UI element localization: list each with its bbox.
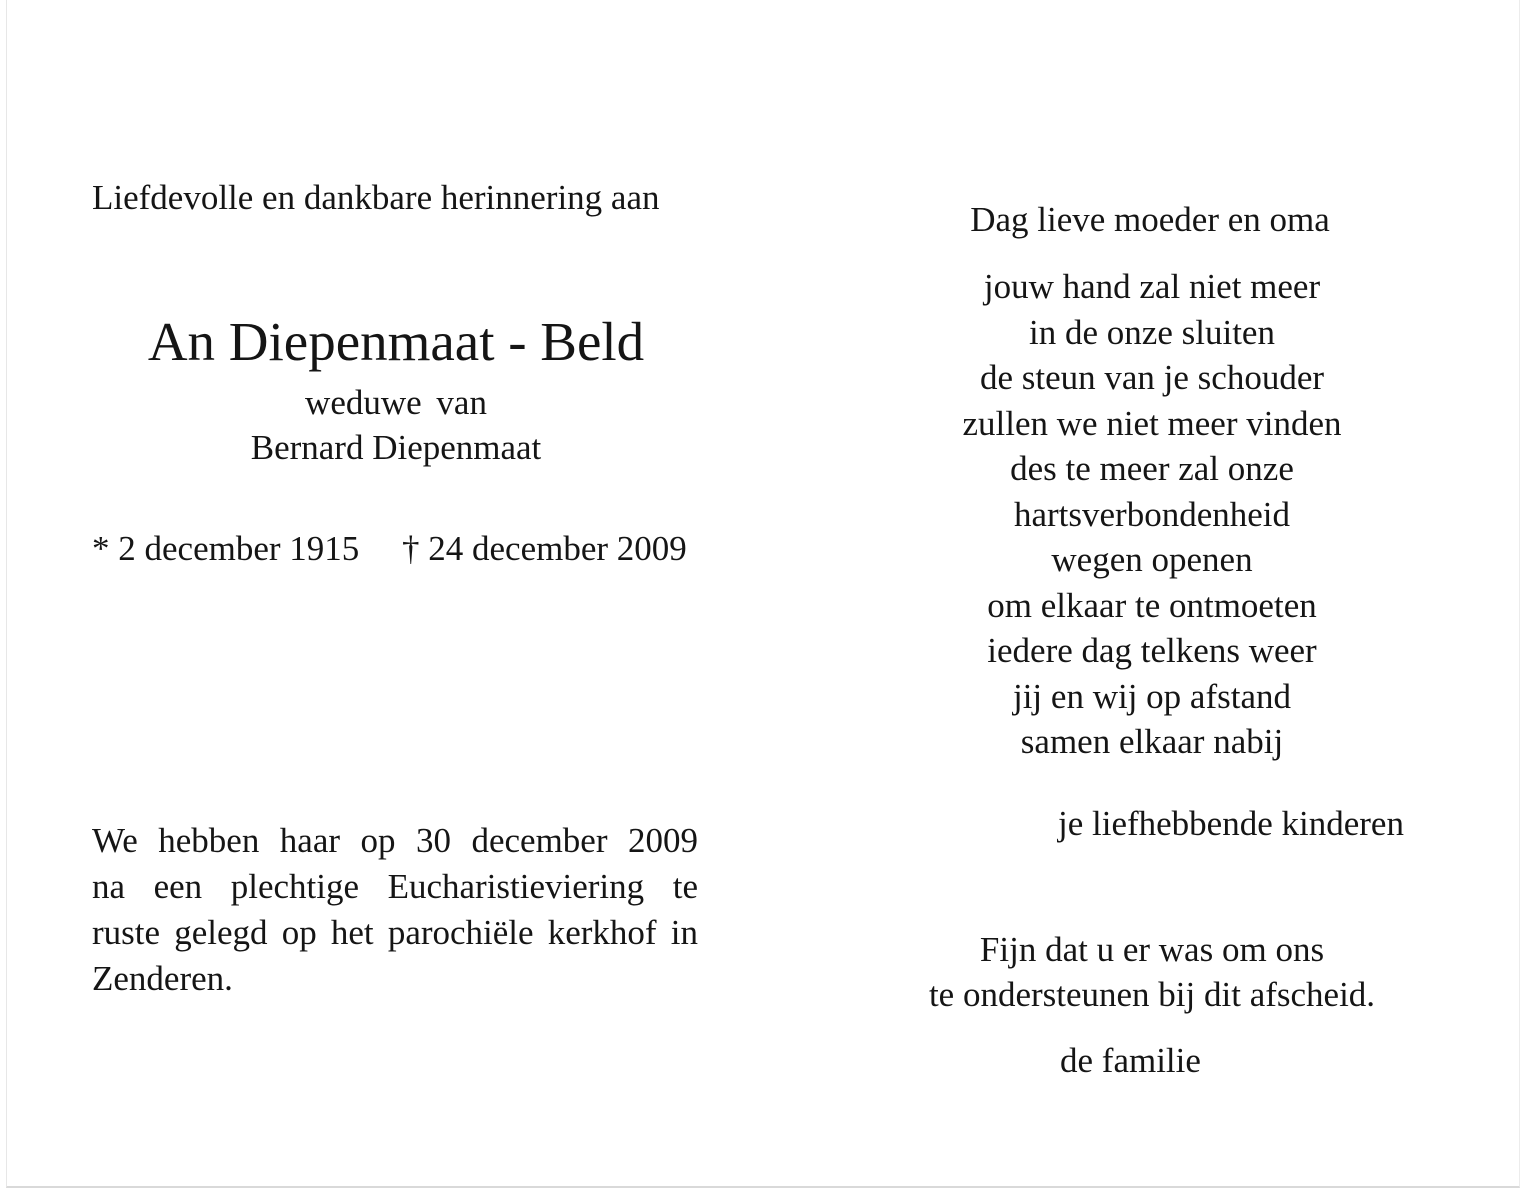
poem-line: wegen openen <box>1051 540 1253 579</box>
husband-name: Bernard Diepenmaat <box>250 428 542 467</box>
poem-line: jouw hand zal niet meer <box>983 267 1321 306</box>
poem-line: om elkaar te ontmoeten <box>987 585 1317 625</box>
burial-paragraph <box>92 818 698 1002</box>
death-date: † 24 december 2009 <box>402 529 687 568</box>
poem-line: in de onze sluiten <box>1029 312 1275 352</box>
widow-label: weduwe van <box>305 383 487 422</box>
thanks-line: te ondersteunen bij dit afscheid. <box>928 975 1376 1014</box>
poem-signature: je liefhebbende kinderen <box>1058 804 1404 843</box>
poem-line: hartsverbondenheid <box>1013 494 1291 534</box>
deceased-name: An Diepenmaat - Beld <box>147 311 645 372</box>
poem <box>900 264 1404 765</box>
poem-line: de steun van je schouder <box>979 358 1325 397</box>
birth-date: * 2 december 1915 <box>92 529 360 568</box>
burial-line: Zenderen. <box>92 959 233 998</box>
burial-line: na een plechtige Eucharistieviering te <box>92 867 698 906</box>
burial-line: We hebben haar op 30 december 2009 <box>92 821 698 860</box>
poem-greeting: Dag lieve moeder en oma <box>970 200 1330 239</box>
poem-line: iedere dag telkens weer <box>987 631 1317 670</box>
intro-text: Liefdevolle en dankbare herinnering aan <box>92 178 660 217</box>
poem-line: samen elkaar nabij <box>1020 722 1284 761</box>
poem-line: des te meer zal onze <box>1010 449 1294 488</box>
thanks-line: Fijn dat u er was om ons <box>979 930 1325 969</box>
family-signature: de familie <box>1060 1041 1201 1080</box>
burial-line: ruste gelegd op het parochiële kerkhof in <box>92 913 698 952</box>
poem-line: zullen we niet meer vinden <box>962 403 1342 443</box>
poem-line: jij en wij op afstand <box>1012 676 1291 716</box>
